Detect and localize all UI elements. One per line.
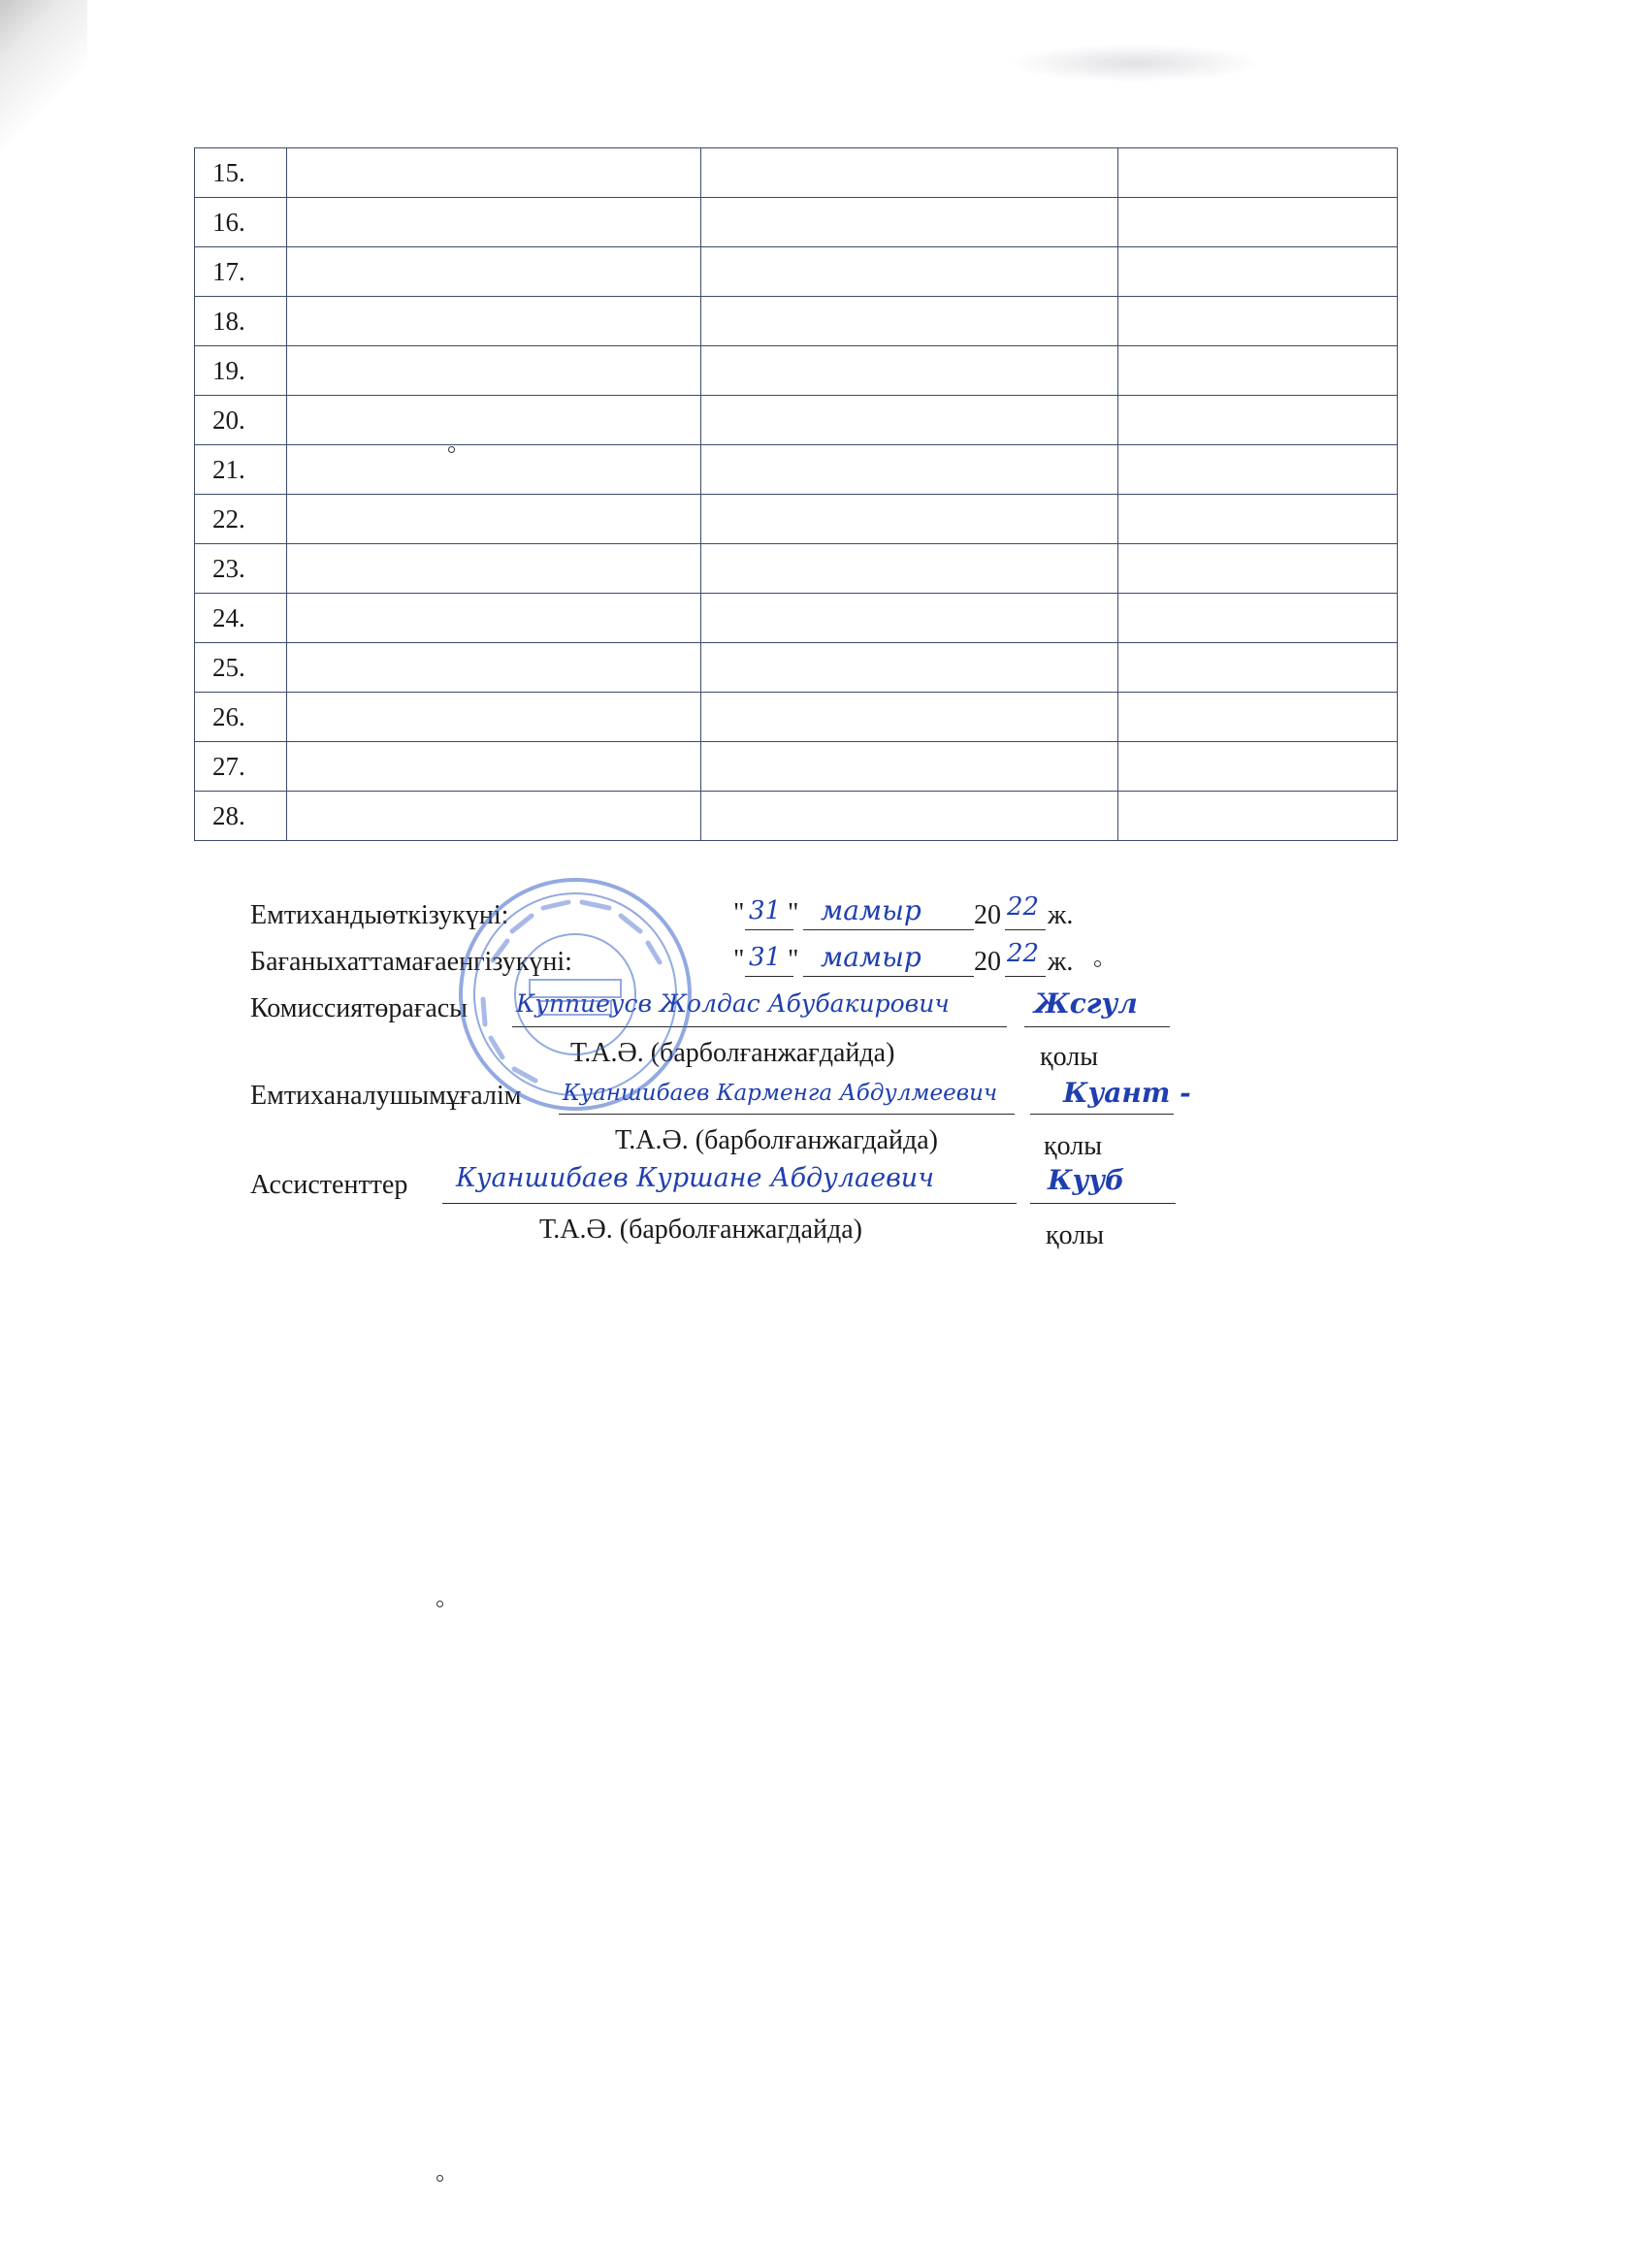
row-number: 15. <box>195 148 287 198</box>
protocol-date-year-prefix: 20 <box>974 947 1001 977</box>
chair-signature-rule <box>1024 1026 1170 1027</box>
note-cell <box>1118 495 1398 544</box>
row-number: 20. <box>195 396 287 445</box>
student-name-cell <box>287 742 701 792</box>
examiner-label: Емтиханалушымұғалім <box>250 1081 522 1111</box>
student-name-cell <box>287 643 701 693</box>
row-number: 17. <box>195 247 287 297</box>
row-number: 26. <box>195 693 287 742</box>
exam-date-day: 31 <box>749 896 782 925</box>
protocol-date-month: мамыр <box>821 941 922 973</box>
institution-stamp-icon <box>454 873 696 1116</box>
assistants-label: Ассистенттер <box>250 1170 408 1200</box>
grade-cell <box>701 742 1118 792</box>
table-row <box>195 643 1398 693</box>
examiner-caption-name: Т.А.Ә. (барболғанжагдайда) <box>615 1125 939 1155</box>
examiner-signature-rule <box>1030 1114 1174 1115</box>
note-cell <box>1118 198 1398 247</box>
grade-cell <box>701 297 1118 346</box>
exam-date-year-prefix: 20 <box>974 900 1001 930</box>
protocol-table-body <box>195 148 1398 841</box>
scan-speck <box>436 2175 443 2182</box>
exam-date-year-suffix: 22 <box>1007 892 1040 922</box>
exam-date-year-unit: ж. <box>1048 900 1074 930</box>
table-row <box>195 445 1398 495</box>
protocol-date-year-unit: ж. <box>1048 947 1074 977</box>
student-name-cell <box>287 445 701 495</box>
assistants-name-handwritten: Куаншибаев Куршане Абдулаевич <box>456 1163 934 1193</box>
chair-caption-name: Т.А.Ә. (барболғанжағдайда) <box>570 1038 895 1068</box>
protocol-table <box>194 147 1398 841</box>
protocol-date-year-suffix: 22 <box>1007 939 1040 968</box>
grade-cell <box>701 445 1118 495</box>
assistants-signature-rule <box>1030 1203 1176 1204</box>
protocol-date-day: 31 <box>749 943 782 972</box>
grade-cell <box>701 792 1118 841</box>
table-row <box>195 346 1398 396</box>
note-cell <box>1118 792 1398 841</box>
row-number: 25. <box>195 643 287 693</box>
grade-cell <box>701 495 1118 544</box>
exam-date-month: мамыр <box>821 894 922 926</box>
note-cell <box>1118 148 1398 198</box>
student-name-cell <box>287 396 701 445</box>
examiner-name-handwritten: Куаншибаев Карменга Абдулмеевич <box>563 1081 998 1106</box>
student-name-cell <box>287 495 701 544</box>
protocol-date-day-rule <box>745 976 793 977</box>
student-name-cell <box>287 247 701 297</box>
row-number: 21. <box>195 445 287 495</box>
exam-date-close-quote: " <box>788 898 799 928</box>
examiner-signature: Куант - <box>1063 1077 1191 1109</box>
table-row <box>195 792 1398 841</box>
grade-cell <box>701 198 1118 247</box>
row-number: 19. <box>195 346 287 396</box>
row-number: 22. <box>195 495 287 544</box>
note-cell <box>1118 396 1398 445</box>
exam-date-month-rule <box>803 929 974 930</box>
row-number: 18. <box>195 297 287 346</box>
table-row <box>195 742 1398 792</box>
note-cell <box>1118 693 1398 742</box>
student-name-cell <box>287 544 701 594</box>
student-name-cell <box>287 346 701 396</box>
protocol-date-close-quote: " <box>788 945 799 975</box>
assistants-caption-sign: қолы <box>1046 1220 1105 1250</box>
table-row <box>195 396 1398 445</box>
grade-cell <box>701 396 1118 445</box>
student-name-cell <box>287 792 701 841</box>
row-number: 23. <box>195 544 287 594</box>
grade-cell <box>701 544 1118 594</box>
protocol-date-year-rule <box>1005 976 1046 977</box>
table-row <box>195 693 1398 742</box>
grade-cell <box>701 346 1118 396</box>
note-cell <box>1118 445 1398 495</box>
grade-cell <box>701 693 1118 742</box>
row-number: 16. <box>195 198 287 247</box>
scan-shadow-edge <box>0 0 87 262</box>
student-name-cell <box>287 148 701 198</box>
table-row <box>195 544 1398 594</box>
protocol-date-open-quote: " <box>733 945 745 975</box>
assistants-caption-name: Т.А.Ә. (барболғанжагдайда) <box>539 1215 863 1245</box>
row-number: 24. <box>195 594 287 643</box>
chair-caption-sign: қолы <box>1040 1042 1099 1072</box>
examiner-caption-sign: қолы <box>1044 1131 1103 1161</box>
exam-date-label: Емтихандыөткізукүні: <box>250 900 509 930</box>
note-cell <box>1118 297 1398 346</box>
exam-date-day-rule <box>745 929 793 930</box>
chair-name-handwritten: Куппиеусв Жолдас Абубакирович <box>516 989 950 1018</box>
exam-date-open-quote: " <box>733 898 745 928</box>
scan-speck <box>448 446 455 453</box>
row-number: 27. <box>195 742 287 792</box>
note-cell <box>1118 643 1398 693</box>
chair-signature: Жсгул <box>1034 988 1138 1020</box>
table-row <box>195 495 1398 544</box>
row-number: 28. <box>195 792 287 841</box>
student-name-cell <box>287 198 701 247</box>
protocol-date-month-rule <box>803 976 974 977</box>
student-name-cell <box>287 297 701 346</box>
note-cell <box>1118 742 1398 792</box>
grade-cell <box>701 643 1118 693</box>
grade-cell <box>701 594 1118 643</box>
grade-cell <box>701 247 1118 297</box>
note-cell <box>1118 544 1398 594</box>
table-row <box>195 148 1398 198</box>
scan-smudge <box>1009 44 1261 82</box>
student-name-cell <box>287 594 701 643</box>
exam-date-year-rule <box>1005 929 1046 930</box>
student-name-cell <box>287 693 701 742</box>
grade-cell <box>701 148 1118 198</box>
chair-label: Комиссиятөрағасы <box>250 993 468 1023</box>
scan-speck <box>436 1601 443 1607</box>
table-row <box>195 198 1398 247</box>
protocol-date-label: Бағаныхаттамағаенгізукүні: <box>250 947 572 977</box>
table-row <box>195 594 1398 643</box>
note-cell <box>1118 594 1398 643</box>
note-cell <box>1118 346 1398 396</box>
assistants-name-rule <box>442 1203 1017 1204</box>
note-cell <box>1118 247 1398 297</box>
table-row <box>195 297 1398 346</box>
assistants-signature: Кууб <box>1048 1164 1125 1196</box>
scan-speck <box>1094 960 1101 967</box>
table-row <box>195 247 1398 297</box>
